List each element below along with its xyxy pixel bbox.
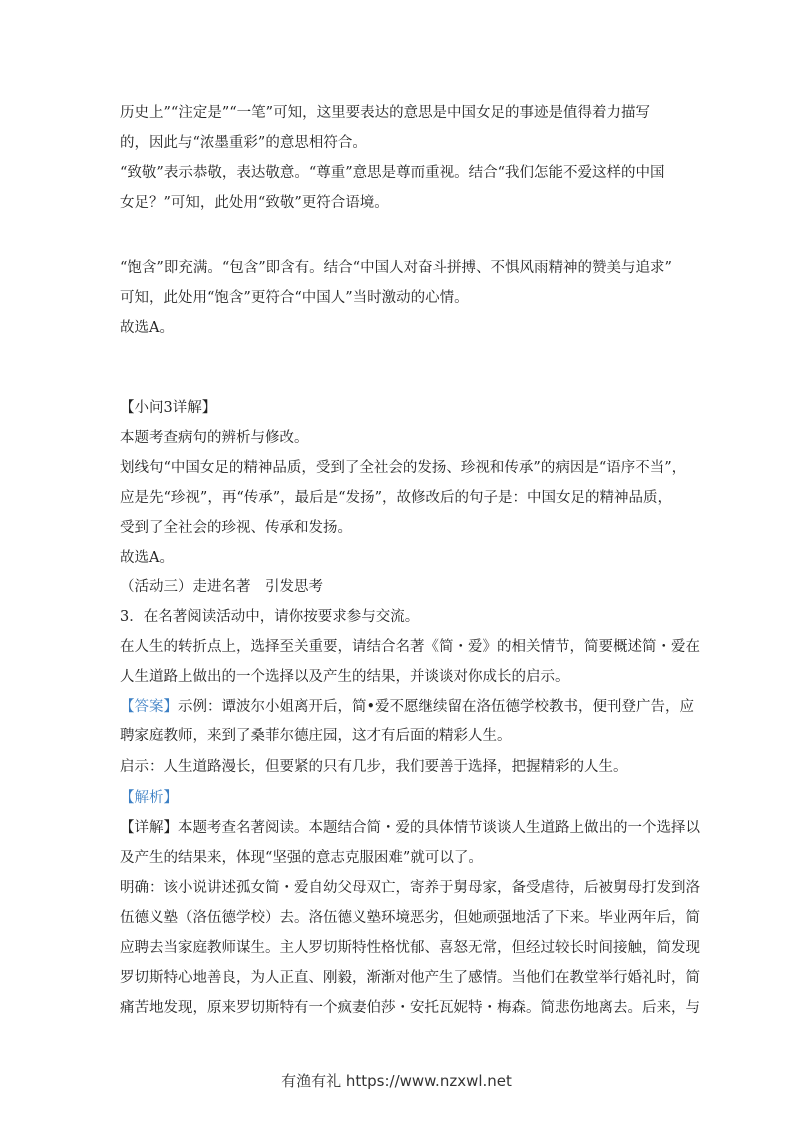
answer-label: 【答案】 [120, 699, 178, 715]
text-line: 应聘去当家庭教师谋生。主人罗切斯特性格忧郁、喜怒无常，但经过较长时间接触，简发现 [120, 940, 700, 956]
question-title: 3．在名著阅读活动中，请你按要求参与交流。 [120, 609, 420, 625]
text-line: 划线句“中国女足的精神品质，受到了全社会的发扬、珍视和传承”的病因是“语序不当”， [120, 460, 687, 476]
text-line: 的，因此与“浓墨重彩”的意思相符合。 [120, 135, 367, 151]
text-line: 人生道路上做出的一个选择以及产生的结果，并谈谈对你成长的启示。 [120, 669, 570, 685]
text-line: 本题考查病句的辨析与修改。 [120, 430, 309, 446]
analysis-label: 【解析】 [120, 790, 178, 806]
text-line: 痛苦地发现，原来罗切斯特有一个疯妻伯莎・安托瓦妮特・梅森。简悲伤地离去。后来，与 [120, 1000, 700, 1016]
text-line: 在人生的转折点上，选择至关重要，请结合名著《简・爱》的相关情节，简要概述简・爱在 [120, 639, 700, 655]
section-heading: 【小问3详解】 [120, 400, 217, 416]
text-line: “饱含”即充满。“包含”即含有。结合“中国人对奋斗拼搏、不惧风雨精神的赞美与追求” [120, 260, 672, 276]
text-line: 【详解】本题考查名著阅读。本题结合简・爱的具体情节谈谈人生道路上做出的一个选择以 [120, 820, 700, 836]
text-line: 及产生的结果来，体现“坚强的意志克服困难”就可以了。 [120, 850, 483, 866]
text-line: 聘家庭教师，来到了桑菲尔德庄园，这才有后面的精彩人生。 [120, 728, 512, 744]
text-line: 伍德义塾（洛伍德学校）去。洛伍德义塾环境恶劣，但她顽强地活了下来。毕业两年后，简 [120, 910, 700, 926]
text-line: 故选A。 [120, 550, 174, 566]
text-line: 罗切斯特心地善良，为人正直、刚毅，渐渐对他产生了感情。当他们在教堂举行婚礼时，简 [120, 970, 700, 986]
answer-text: 示例：谭波尔小姐离开后，简•爱不愿继续留在洛伍德学校教书，便刊登广告，应 [178, 699, 695, 715]
text-line: 历史上”“注定是”“一笔”可知，这里要表达的意思是中国女足的事迹是值得着力描写 [120, 105, 651, 121]
text-line: 启示：人生道路漫长，但要紧的只有几步，我们要善于选择，把握精彩的人生。 [120, 759, 628, 775]
answer-line [120, 698, 694, 716]
text-line: 受到了全社会的珍视、传承和发扬。 [120, 520, 352, 536]
text-line: 故选A。 [120, 320, 174, 336]
text-line: “致敬”表示恭敬，表达敬意。“尊重”意思是尊而重视。结合“我们怎能不爱这样的中国 [120, 165, 665, 181]
text-line: 明确：该小说讲述孤女简・爱自幼父母双亡，寄养于舅母家，备受虐待，后被舅母打发到洛 [120, 880, 700, 896]
text-line: 女足？”可知，此处用“致敬”更符合语境。 [120, 195, 389, 211]
footer-watermark: 有渔有礼 https://www.nzxwl.net [281, 1072, 512, 1090]
text-line: 应是先“珍视”，再“传承”，最后是“发扬”，故修改后的句子是：中国女足的精神品质， [120, 490, 672, 506]
text-line: 可知，此处用“饱含”更符合“中国人”当时激动的心情。 [120, 290, 469, 306]
activity-heading: （活动三）走进名著 引发思考 [120, 579, 323, 595]
